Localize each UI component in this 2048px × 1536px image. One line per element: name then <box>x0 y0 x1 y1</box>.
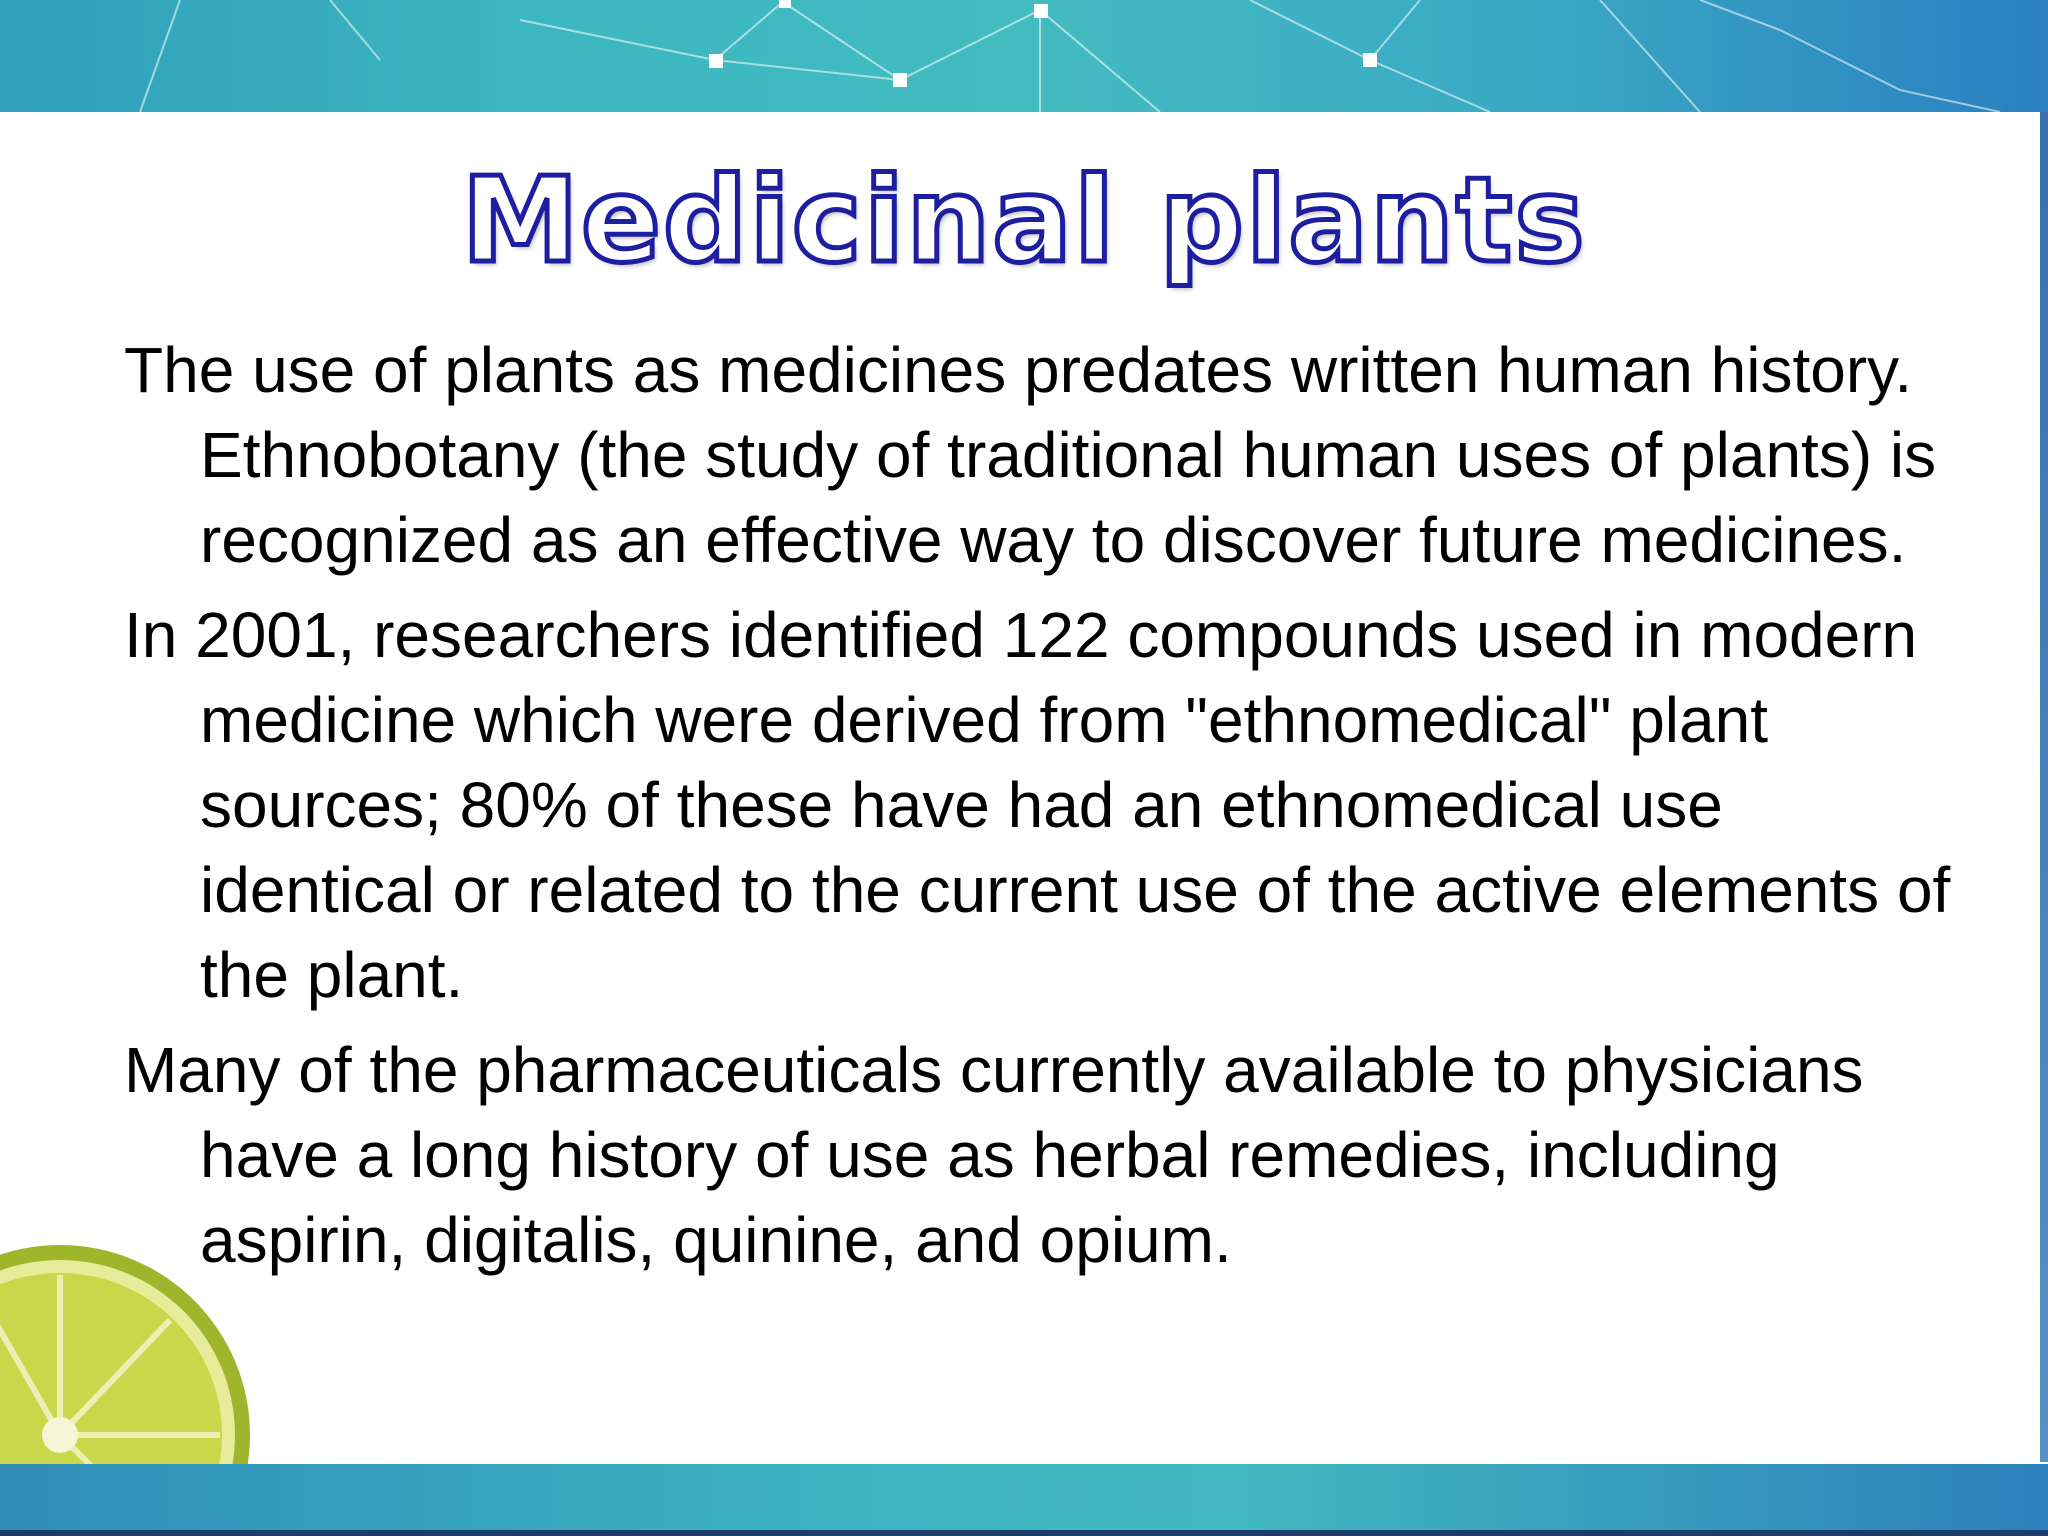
paragraph-pharmaceuticals: Many of the pharmaceuticals currently available to physicians have a long history of use as herbal remedies, including aspirin, digitalis, quinine, and opium. <box>124 1034 1864 1276</box>
paragraph-history: The use of plants as medicines predates written human history. Ethnobotany (the study of traditional human uses of plants) is recognized as an effective way to discover future medicines. <box>124 334 1937 576</box>
network-pattern <box>0 0 2048 112</box>
paragraph-compounds: In 2001, researchers identified 122 compounds used in modern medicine which were derived from "ethnomedical" plant sources; 80% of these have had an ethnomedical use identical or related to the current use of the active elements of the plant. <box>124 599 1951 1011</box>
right-edge-bar <box>2040 112 2048 1462</box>
slide-body <box>124 328 1954 1293</box>
top-banner <box>0 0 2048 112</box>
slide-title: Medicinal plants <box>461 151 1587 289</box>
bottom-banner-line <box>0 1530 2048 1536</box>
bottom-banner <box>0 1464 2048 1536</box>
